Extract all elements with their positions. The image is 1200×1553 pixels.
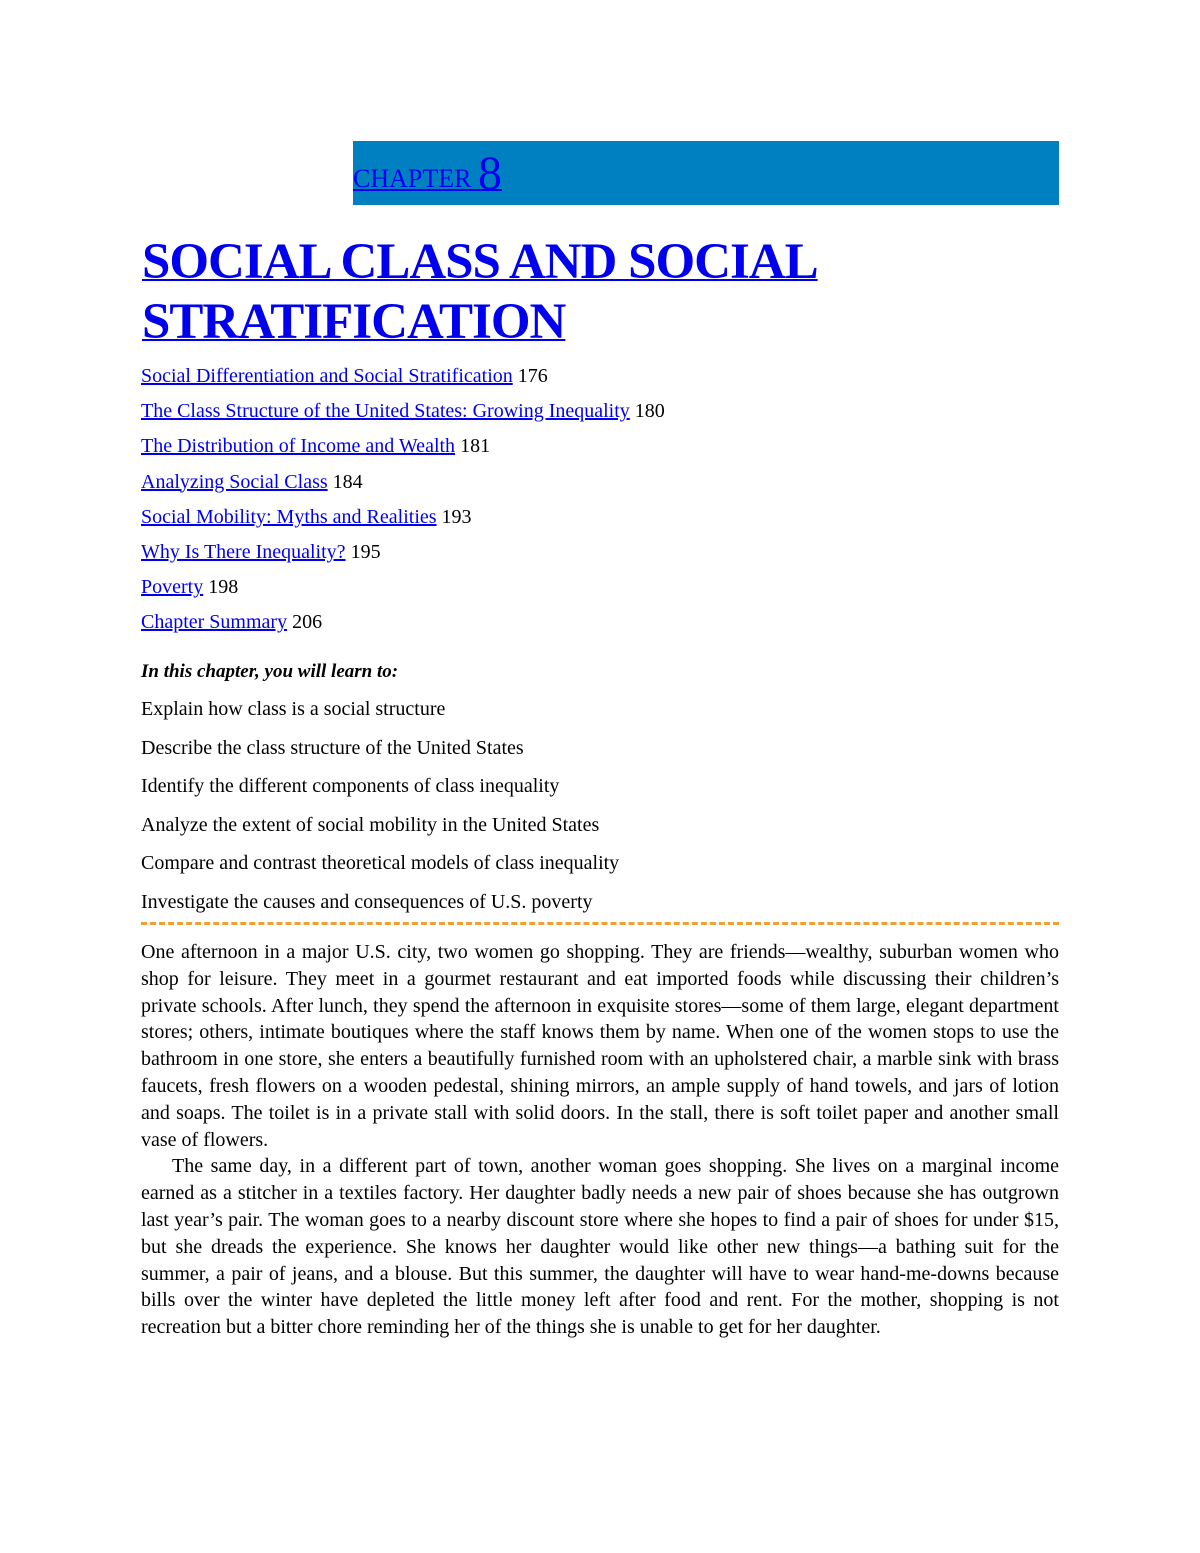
toc-link[interactable]: The Distribution of Income and Wealth [141, 435, 456, 458]
toc-item [141, 432, 665, 467]
toc-page-number: 206 [292, 611, 323, 634]
toc-item [141, 397, 665, 432]
toc-item [141, 468, 665, 503]
toc-item [141, 573, 665, 608]
objective-item: Investigate the causes and consequences of U.S. poverty [141, 890, 593, 913]
toc-link[interactable]: Chapter Summary [141, 611, 288, 634]
chapter-word: CHAPTER [353, 164, 472, 193]
chapter-link[interactable] [353, 147, 502, 200]
toc-page-number: 195 [350, 540, 381, 563]
page-title-text: SOCIAL CLASS AND SOCIAL STRATIFICATION [142, 234, 818, 350]
toc-link[interactable]: Poverty [141, 576, 204, 599]
toc-link[interactable]: Why Is There Inequality? [141, 540, 346, 563]
objective-item: Identify the different components of class inequality [141, 775, 560, 798]
toc-page-number: 184 [332, 470, 363, 493]
section-divider [141, 922, 1059, 925]
objective-item: Analyze the extent of social mobility in the United States [141, 813, 600, 836]
narrative-paragraph: The same day, in a different part of town, another woman goes shopping. She lives on a marginal income earned as a stitcher in a textiles factory. Her daughter badly needs a new pair of shoes because she has outgrown last year’s pair. The woman goes to a nearby discount store where she hopes to find a pair of shoes for under $15, but she dreads the experience. She knows her daughter would like other new things—a bathing suit for the summer, a pair of jeans, and a blouse. But this summer, the daughter will have to wear hand-me-downs because bills over the winter have depleted the little money left after food and rent. For the mother, shopping is not recreation but a bitter chore reminding her of the things she is unable to get for her daughter. [141, 1155, 1059, 1339]
table-of-contents [141, 362, 665, 644]
toc-page-number: 176 [517, 365, 548, 387]
toc-page-number: 181 [460, 435, 491, 458]
toc-item [141, 503, 665, 538]
objective-item: Compare and contrast theoretical models of class inequality [141, 852, 620, 875]
toc-link[interactable]: Social Mobility: Myths and Realities [141, 505, 437, 528]
toc-page-number: 198 [208, 576, 239, 599]
toc-link[interactable]: The Class Structure of the United States: Growing Inequality [141, 400, 630, 423]
objective-item: Describe the class structure of the United States [141, 736, 524, 759]
toc-link[interactable]: Social Differentiation and Social Stratification [141, 365, 513, 387]
toc-link[interactable]: Analyzing Social Class [141, 470, 328, 493]
learning-objectives-heading: In this chapter, you will learn to: [141, 661, 399, 682]
objective-item: Explain how class is a social structure [141, 698, 446, 720]
learning-objectives-list [141, 695, 619, 927]
toc-item [141, 362, 665, 397]
toc-page-number: 193 [441, 505, 472, 528]
toc-item [141, 538, 665, 573]
narrative-paragraph: One afternoon in a major U.S. city, two women go shopping. They are friends—wealthy, suburban women who shop for leisure. They meet in a gourmet restaurant and eat imported foods while discussing their children’s private schools. After lunch, they spend the afternoon in exquisite stores—some of them large, elegant department stores; others, intimate boutiques where the staff knows them by name. When one of the women stops to use the bathroom in one store, she enters a beautifully furnished room with an upholstered chair, a marble sink with brass faucets, fresh flowers on a wooden pedestal, shining mirrors, an ample supply of hand towels, and jars of lotion and soaps. The toilet is in a private stall with solid doors. In the stall, there is soft toilet paper and another small vase of flowers. [141, 941, 1059, 1151]
page-title[interactable] [142, 232, 1042, 352]
chapter-number: 8 [477, 147, 502, 200]
toc-page-number: 180 [634, 400, 665, 423]
toc-item [141, 608, 665, 643]
opening-narrative [141, 939, 1059, 1341]
